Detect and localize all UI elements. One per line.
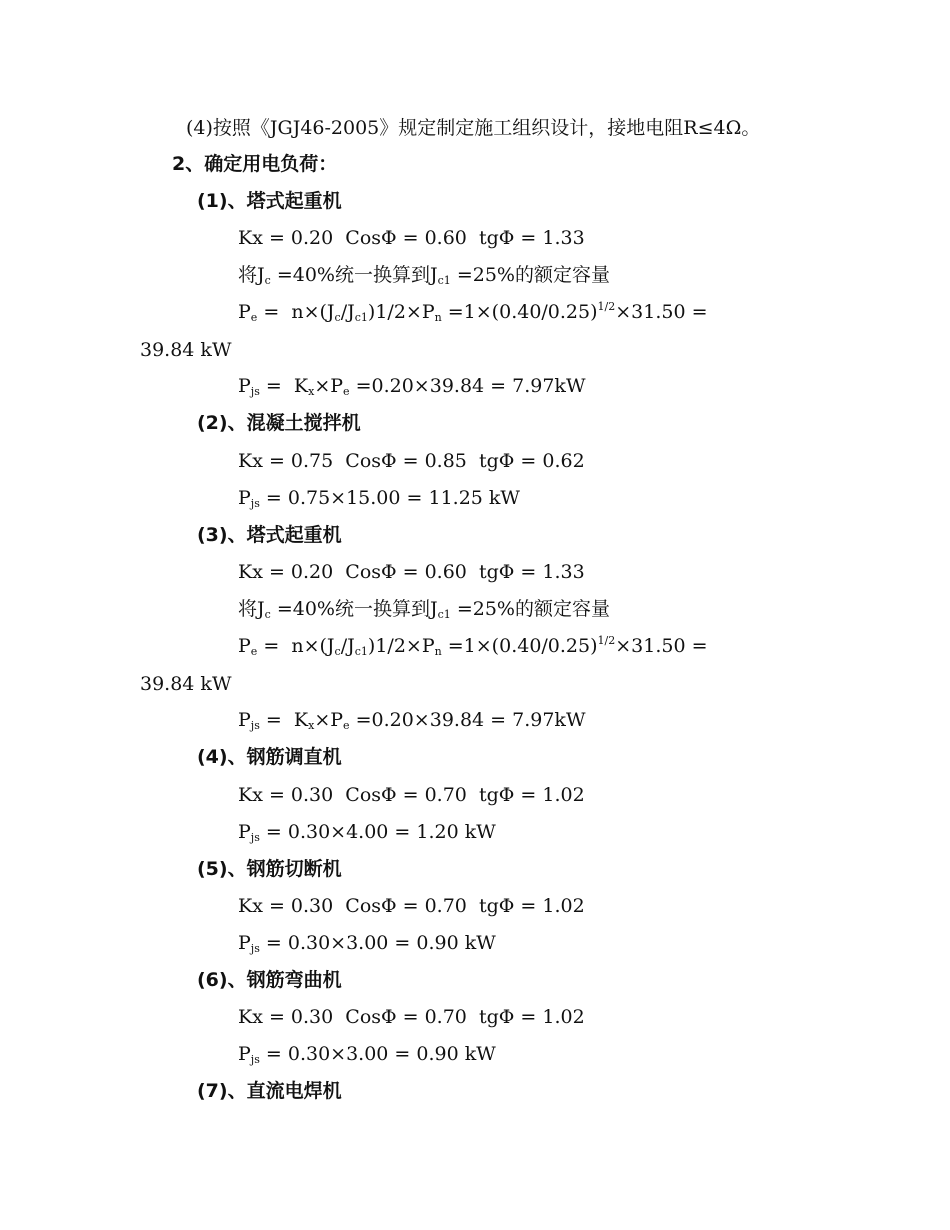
item-heading: (2)、混凝土搅拌机 <box>197 412 361 434</box>
coefficient-line: Kx = 0.30 CosΦ = 0.70 tgΦ = 1.02 <box>238 784 585 806</box>
pjs-formula-line: $P_{js} = K_x\times P_e =0.20\times 39.84 = 7.97kW$ <box>238 709 586 732</box>
coefficient-line: Kx = 0.20 CosΦ = 0.60 tgΦ = 1.33 <box>238 561 585 583</box>
item-heading: (3)、塔式起重机 <box>197 524 342 546</box>
pe-formula-wrap: 39.84 kW <box>140 339 232 361</box>
section-title: 2、确定用电负荷： <box>172 153 338 175</box>
item-heading: (7)、直流电焊机 <box>197 1080 342 1102</box>
pjs-formula-line: $P_{js} = 0.30\times 3.00 = 0.90$ kW <box>238 932 496 955</box>
item-heading: (5)、钢筋切断机 <box>197 858 342 880</box>
pjs-formula-line: $P_{js} = K_x\times P_e =0.20\times 39.84 = 7.97kW$ <box>238 375 586 398</box>
pjs-formula-line: $P_{js} = 0.30\times 3.00 = 0.90$ kW <box>238 1043 496 1066</box>
item-heading: (4)、钢筋调直机 <box>197 746 342 768</box>
coefficient-line: Kx = 0.30 CosΦ = 0.70 tgΦ = 1.02 <box>238 1006 585 1028</box>
conversion-line: 将$J_c =40\%$统一换算到$J_{c1} =25\%$的额定容量 <box>238 264 610 287</box>
intro-paragraph: (4)按照《JGJ46-2005》规定制定施工组织设计，接地电阻R≤4Ω。 <box>186 117 761 139</box>
coefficient-line: Kx = 0.20 CosΦ = 0.60 tgΦ = 1.33 <box>238 227 585 249</box>
coefficient-line: Kx = 0.75 CosΦ = 0.85 tgΦ = 0.62 <box>238 450 585 472</box>
pe-formula-line: $P_e = n\times(J_c/J_{c1})1/2\times P_n =1\times(0.40/0.25)^{1/2}\times 31.50$ = <box>238 634 708 658</box>
pe-formula-wrap: 39.84 kW <box>140 673 232 695</box>
pe-formula-line: $P_e = n\times(J_c/J_{c1})1/2\times P_n =1\times(0.40/0.25)^{1/2}\times 31.50$ = <box>238 300 708 324</box>
item-heading: (6)、钢筋弯曲机 <box>197 969 342 991</box>
conversion-line: 将$J_c =40\%$统一换算到$J_{c1} =25\%$的额定容量 <box>238 598 610 621</box>
pjs-formula-line: $P_{js} = 0.75\times 15.00 = 11.25$ kW <box>238 487 520 510</box>
coefficient-line: Kx = 0.30 CosΦ = 0.70 tgΦ = 1.02 <box>238 895 585 917</box>
pjs-formula-line: $P_{js} = 0.30\times 4.00 = 1.20$ kW <box>238 821 496 844</box>
item-heading: (1)、塔式起重机 <box>197 190 342 212</box>
